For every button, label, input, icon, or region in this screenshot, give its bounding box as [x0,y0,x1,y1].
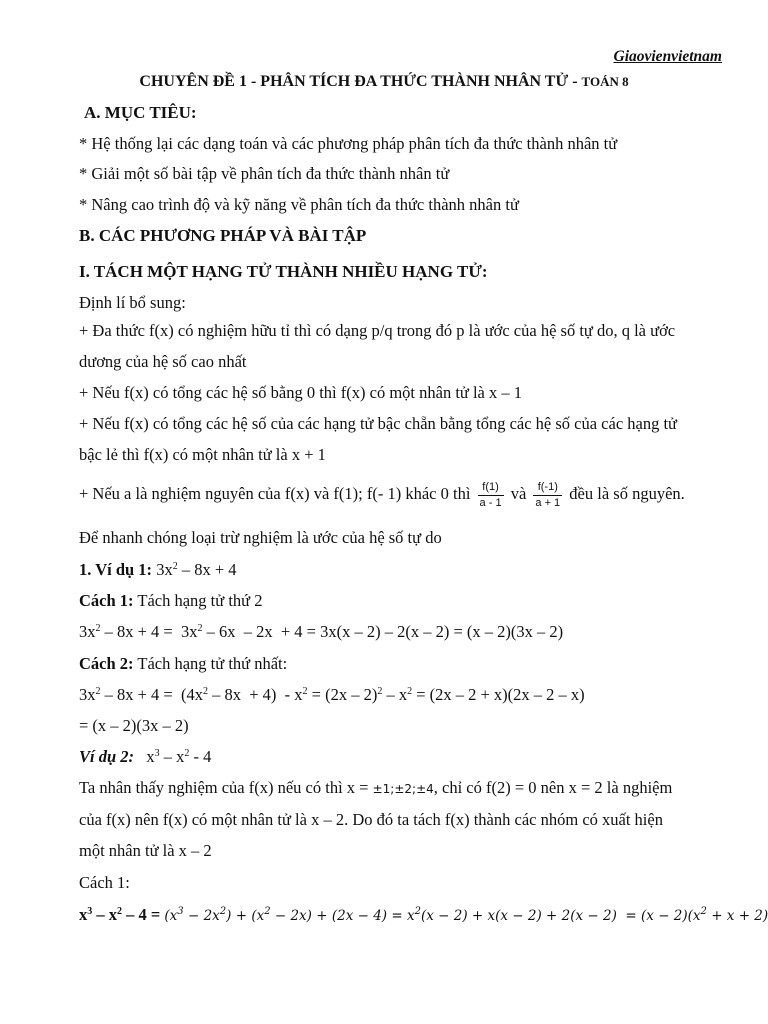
example-1-result: = (x – 2)(3x – 2) [79,716,189,735]
rule-4-and: và [510,484,527,503]
example-1-line: 1. Ví dụ 1: $3x^2 - 8x + 4$ [79,560,237,579]
fraction-fm1-numerator: f(-1) [533,480,562,496]
example-2-para-1-before: Ta nhân thấy nghiệm của f(x) nếu có thì x = [79,778,369,797]
fraction-f1-denominator: a - 1 [479,496,502,509]
roots-list: ±1;±2;±4 [372,782,434,796]
section-b-heading: B. CÁC PHƯƠNG PHÁP VÀ BÀI TẬP [79,226,367,245]
example-1-method-1-equation: $3x^2 - 8x + 4 = 3x^2 - 6x - 2x + 4 = 3x(x - 2) - 2(x - 2) = (x - 2)(3x - 2)$ [79,622,564,641]
method-2-text: Tách hạng tử thứ nhất: [137,654,288,673]
fraction-f1 [478,480,504,511]
rule-1-line-2: dương của hệ số cao nhất [79,352,247,371]
example-2-method-1: Cách 1: [79,873,130,892]
theorem-label: Định lí bổ sung: [79,293,186,312]
example-2-para-2: của f(x) nên f(x) có một nhân tử là x – 2. Do đó ta tách f(x) thành các nhóm có xuất hiện [79,810,663,829]
example-1-method-2 [79,654,287,674]
rule-2: + Nếu f(x) có tổng các hệ số bằng 0 thì f(x) có một nhân tử là x – 1 [79,383,523,402]
site-watermark: Giaovienvietnam [613,48,722,65]
goal-item-1: * Hệ thống lại các dạng toán và các phương pháp phân tích đa thức thành nhân tử [79,134,618,153]
method-1-label: Cách 1: [79,591,134,610]
part-i-heading: I. TÁCH MỘT HẠNG TỬ THÀNH NHIỀU HẠNG TỬ: [79,262,488,281]
example-1-method-1 [79,591,262,611]
note-line: Để nhanh chóng loại trừ nghiệm là ước của hệ số tự do [79,528,442,547]
goal-item-3: * Nâng cao trình độ và kỹ năng về phân tích đa thức thành nhân tử [79,195,519,214]
method-1-text: Tách hạng tử thứ 2 [137,591,263,610]
fraction-fm1-denominator: a + 1 [535,496,561,509]
fraction-f1-numerator: f(1) [478,480,504,496]
title-grade: TOÁN 8 [581,74,629,89]
rule-3-line-1: + Nếu f(x) có tổng các hệ số của các hạng tử bậc chẵn bằng tổng các hệ số của các hạng tử [79,414,678,433]
example-1-label: 1. Ví dụ 1: [79,560,153,579]
example-2-para-3: một nhân tử là x – 2 [79,841,212,860]
example-2-para-1 [79,778,672,799]
example-1-method-2-equation: $3x^2 - 8x + 4 = (4x^2 - 8x + 4) - x^2 = (2x - 2)^2 - x^2 = (2x - 2 + x)(2x - 2 - x)$ [79,685,585,704]
example-2-label: Ví dụ 2: [79,747,135,766]
rule-4-before: + Nếu a là nghiệm nguyên của f(x) và f(1); f(- 1) khác 0 thì [79,484,471,503]
rule-4-after: đều là số nguyên. [569,484,685,503]
fraction-fm1 [533,480,562,511]
rule-4 [79,478,685,511]
method-2-label: Cách 2: [79,654,134,673]
document-title [0,73,768,91]
rule-3-line-2: bậc lẻ thì f(x) có một nhân tử là x + 1 [79,445,326,464]
example-2-method-1-equation: $x^3 - x^2 - 4 = (x^3 - 2x^2) + (x^2 - 2x) + (2x - 4) = x^2(x - 2) + x(x - 2) + 2(x - 2) = (x - 2)(x^2 + x + 2)$ [79,905,768,924]
rule-1-line-1: + Đa thức f(x) có nghiệm hữu tỉ thì có dạng p/q trong đó p là ước của hệ số tự do, q là ước [79,321,676,340]
example-2-para-1-after: , chỉ có f(2) = 0 nên x = 2 là nghiệm [433,778,673,797]
goal-item-2: * Giải một số bài tập về phân tích đa thức thành nhân tử [79,164,450,183]
title-main: CHUYÊN ĐỀ 1 - PHÂN TÍCH ĐA THỨC THÀNH NHÂN TỬ - [139,73,582,90]
section-a-heading: A. MỤC TIÊU: [84,103,197,122]
example-2-line: Ví dụ 2: $x^3 - x^2 - 4$ [79,747,212,766]
